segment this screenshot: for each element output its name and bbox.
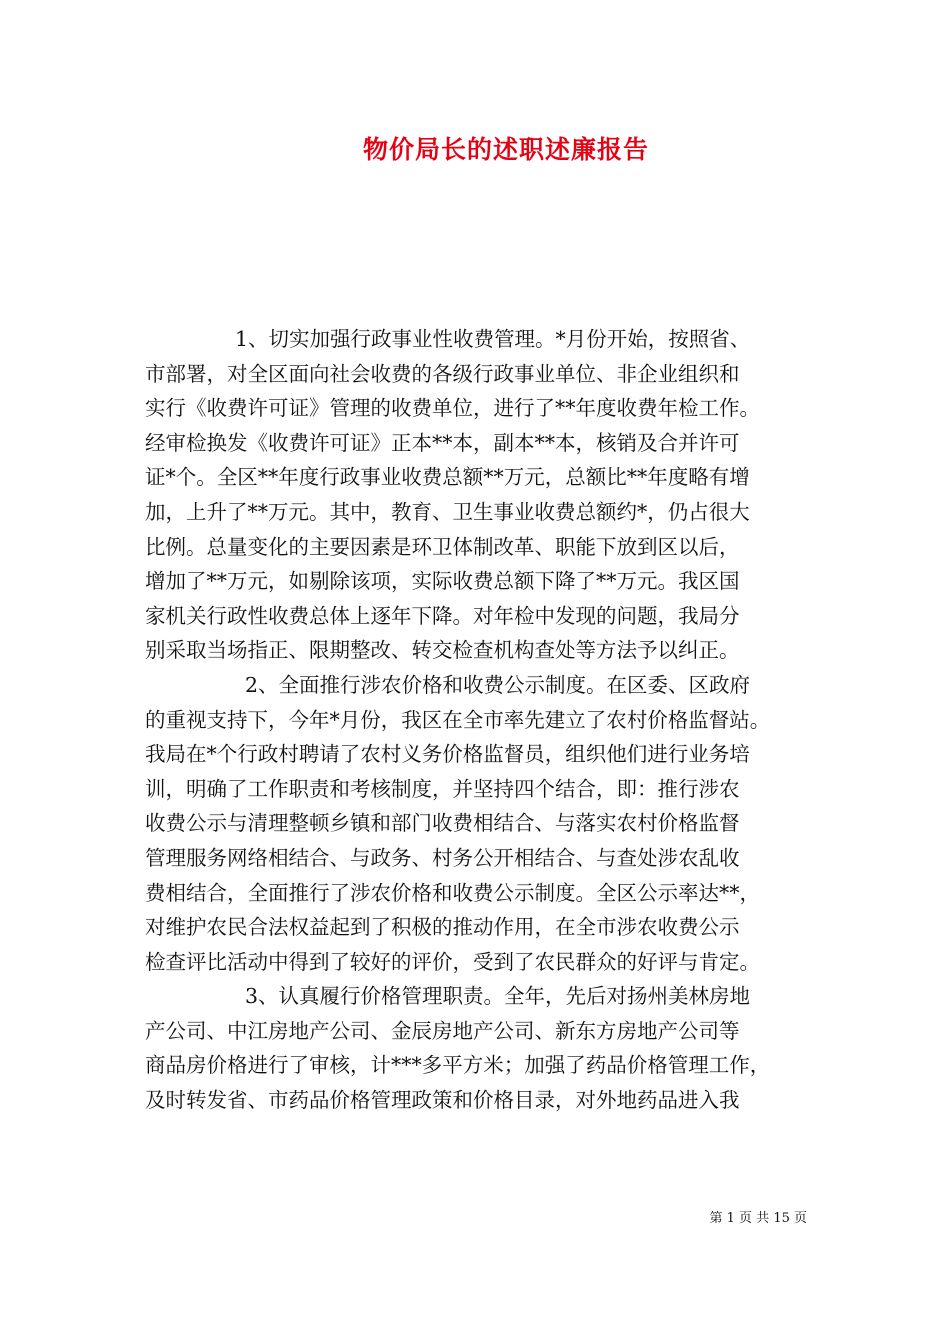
paragraph-line: 比例。总量变化的主要因素是环卫体制改革、职能下放到区以后， xyxy=(145,534,740,559)
paragraph-line: 商品房价格进行了审核，计***多平方米；加强了药品价格管理工作， xyxy=(145,1053,771,1078)
paragraph-line: 检查评比活动中得到了较好的评价，受到了农民群众的好评与肯定。 xyxy=(145,949,760,974)
paragraph-line: 1、切实加强行政事业性收费管理。*月份开始，按照省、 xyxy=(235,327,751,351)
paragraph-line: 别采取当场指正、限期整改、转交检查机构查处等方法予以纠正。 xyxy=(145,638,740,663)
paragraph-line: 产公司、中江房地产公司、金辰房地产公司、新东方房地产公司等 xyxy=(145,1018,740,1043)
paragraph-line: 2、全面推行涉农价格和收费公示制度。在区委、区政府 xyxy=(245,672,751,697)
paragraph-line: 加，上升了**万元。其中，教育、卫生事业收费总额约*，仍占很大 xyxy=(145,499,750,524)
paragraph-line: 的重视支持下，今年*月份，我区在全市率先建立了农村价格监督站。 xyxy=(145,707,771,732)
paragraph-line: 训，明确了工作职责和考核制度，并坚持四个结合，即：推行涉农 xyxy=(145,776,740,801)
paragraph-line: 实行《收费许可证》管理的收费单位，进行了**年度收费年检工作。 xyxy=(145,396,760,421)
paragraph-line: 3、认真履行价格管理职责。全年，先后对扬州美林房地 xyxy=(245,984,751,1009)
page-number: 第 1 页 共 15 页 xyxy=(709,1211,807,1226)
paragraph-line: 经审检换发《收费许可证》正本**本，副本**本，核销及合并许可 xyxy=(145,430,740,455)
paragraph-line: 管理服务网络相结合、与政务、村务公开相结合、与查处涉农乱收 xyxy=(145,845,740,870)
paragraph-line: 费相结合，全面推行了涉农价格和收费公示制度。全区公示率达**， xyxy=(145,880,760,905)
paragraph-line: 对维护农民合法权益起到了积极的推动作用，在全市涉农收费公示 xyxy=(145,915,740,940)
paragraph-line: 增加了**万元，如剔除该项，实际收费总额下降了**万元。我区国 xyxy=(145,569,740,594)
document-title: 物价局长的述职述廉报告 xyxy=(362,135,649,164)
paragraph-line: 收费公示与清理整顿乡镇和部门收费相结合、与落实农村价格监督 xyxy=(145,811,740,836)
paragraph-line: 市部署，对全区面向社会收费的各级行政事业单位、非企业组织和 xyxy=(145,361,740,386)
paragraph-line: 及时转发省、市药品价格管理政策和价格目录，对外地药品进入我 xyxy=(145,1088,740,1113)
paragraph-line: 家机关行政性收费总体上逐年下降。对年检中发现的问题，我局分 xyxy=(145,603,740,628)
paragraph-line: 证*个。全区**年度行政事业收费总额**万元，总额比**年度略有增 xyxy=(145,465,750,490)
document-body xyxy=(145,322,817,1118)
paragraph-line: 我局在*个行政村聘请了农村义务价格监督员，组织他们进行业务培 xyxy=(145,742,750,767)
